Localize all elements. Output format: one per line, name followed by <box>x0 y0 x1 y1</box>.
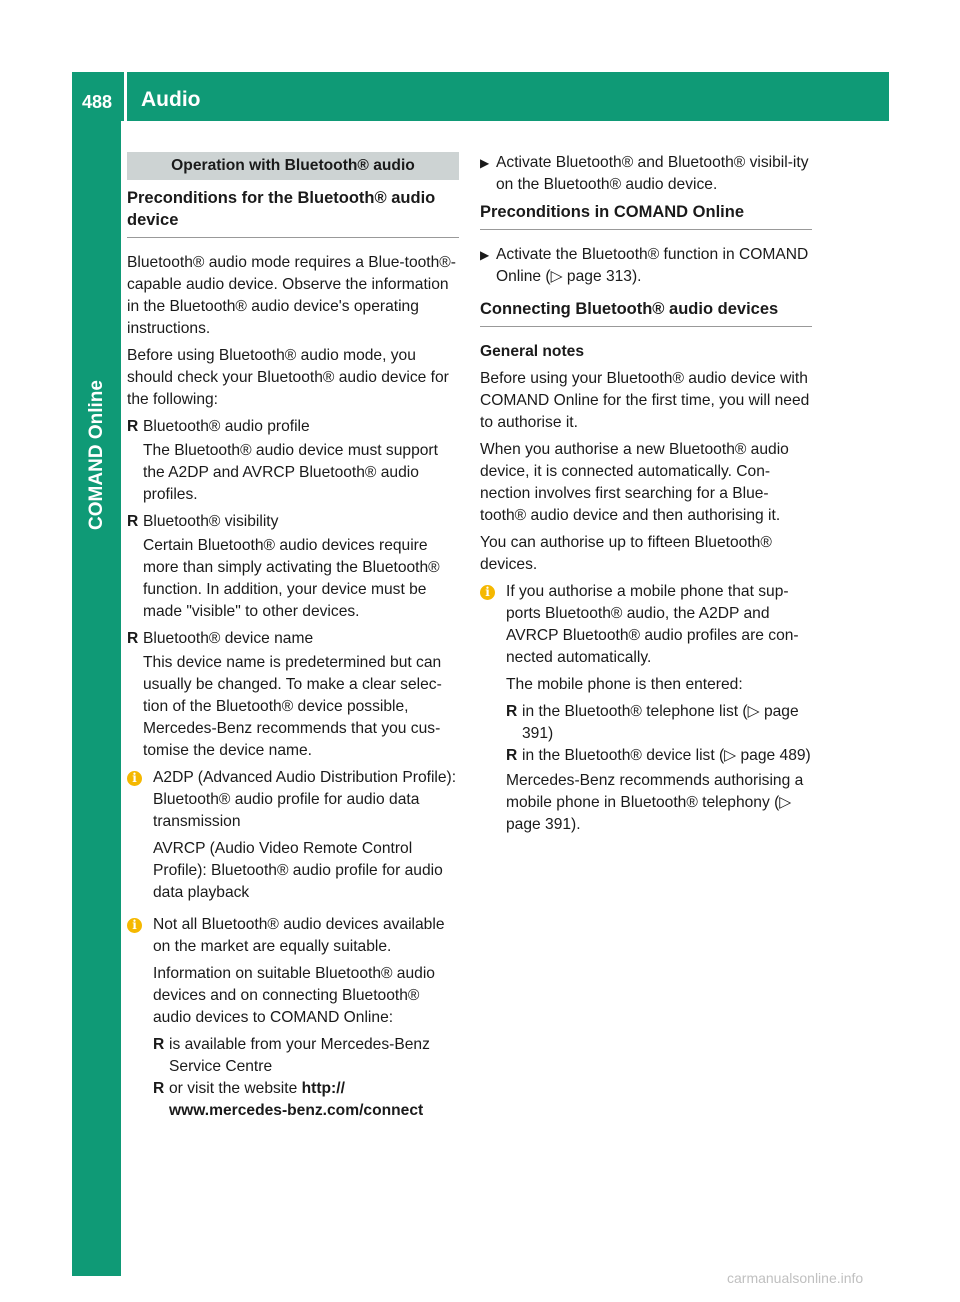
page-number: 488 <box>82 92 113 112</box>
left-column <box>127 152 459 1127</box>
box-heading: Operation with Bluetooth® audio <box>127 152 459 180</box>
header-divider <box>124 72 127 121</box>
subheading: General notes <box>480 343 584 360</box>
watermark: carmanualsonline.info <box>727 1270 864 1286</box>
action-step: ▶ Activate the Bluetooth® function in COMAND Online (▷ page 313). <box>480 246 809 285</box>
side-tab <box>72 121 121 1276</box>
info-note: i A2DP (Advanced Audio Distribution Profile): Bluetooth® audio profile for audio data transmission AVRCP (Audio Video Remote Control Profile): Bluetooth® audio profile for audio data playback <box>127 767 459 909</box>
website-link[interactable]: http:// www.mercedes-benz.com/connect <box>169 1080 424 1119</box>
heading-preconditions-comand: Preconditions in COMAND Online <box>480 201 812 230</box>
list-item: R in the Bluetooth® device list (▷ page 489) <box>506 747 811 764</box>
info-icon: i <box>480 585 495 600</box>
paragraph: Bluetooth® audio mode requires a Blue-tooth®-capable audio device. Observe the information in the Bluetooth® audio device's operating instructions. <box>127 254 456 337</box>
list-item: R is available from your Mercedes-Benz Service Centre <box>153 1036 430 1075</box>
list-item: R Bluetooth® device name <box>127 630 314 647</box>
list-item-text: The Bluetooth® audio device must support the A2DP and AVRCP Bluetooth® audio profiles. <box>143 442 438 503</box>
paragraph: Before using your Bluetooth® audio device with COMAND Online for the first time, you will need to authorise it. <box>480 370 810 431</box>
list-item-text: Certain Bluetooth® audio devices require more than simply activating the Bluetooth® function. In addition, your device must be made "visible" to other devices. <box>143 537 440 620</box>
paragraph: When you authorise a new Bluetooth® audio device, it is connected automatically. Con-nection involves first searching for a Blue-tooth® audio device and then authorising it. <box>480 441 789 524</box>
info-icon: i <box>127 918 142 933</box>
list-item: R Bluetooth® visibility <box>127 513 279 530</box>
action-step: ▶ Activate Bluetooth® and Bluetooth® visibil-ity on the Bluetooth® audio device. <box>480 154 809 193</box>
right-column <box>480 152 812 846</box>
section-title: Audio <box>141 88 201 111</box>
side-label: COMAND Online <box>86 380 107 530</box>
list-item: R in the Bluetooth® telephone list (▷ page 391) <box>506 703 799 742</box>
list-item: R or visit the website http:// www.mercedes-benz.com/connect <box>153 1080 424 1119</box>
heading-preconditions-device: Preconditions for the Bluetooth® audio device <box>127 187 459 238</box>
info-note: i Not all Bluetooth® audio devices available on the market are equally suitable. Information on suitable Bluetooth® audio devices and on connecting Bluetooth® audio devices to COMAND Online: R is available from your Mercedes-Benz Service Centre R or visit the website http:// www.mercedes-benz.com/connect <box>127 914 459 1122</box>
info-icon: i <box>127 771 142 786</box>
heading-connecting: Connecting Bluetooth® audio devices <box>480 298 812 327</box>
paragraph: Before using Bluetooth® audio mode, you should check your Bluetooth® audio device for the following: <box>127 347 449 408</box>
paragraph: You can authorise up to fifteen Bluetooth® devices. <box>480 534 772 573</box>
list-item: R Bluetooth® audio profile <box>127 418 310 435</box>
list-item-text: This device name is predetermined but can usually be changed. To make a clear selec-tion of the Bluetooth® device possible, Mercedes-Benz recommends that you cus-tomise the device name. <box>143 654 442 759</box>
info-note: i If you authorise a mobile phone that sup-ports Bluetooth® audio, the A2DP and AVRCP Bluetooth® audio profiles are con-nected automatically. The mobile phone is then entered: R in the Bluetooth® telephone list (▷ page 391) R in the Bluetooth® device list (▷ page 489) Mercedes-Benz recommends authorising a mobile phone in Bluetooth® telephony (▷ page 391). <box>480 581 812 841</box>
